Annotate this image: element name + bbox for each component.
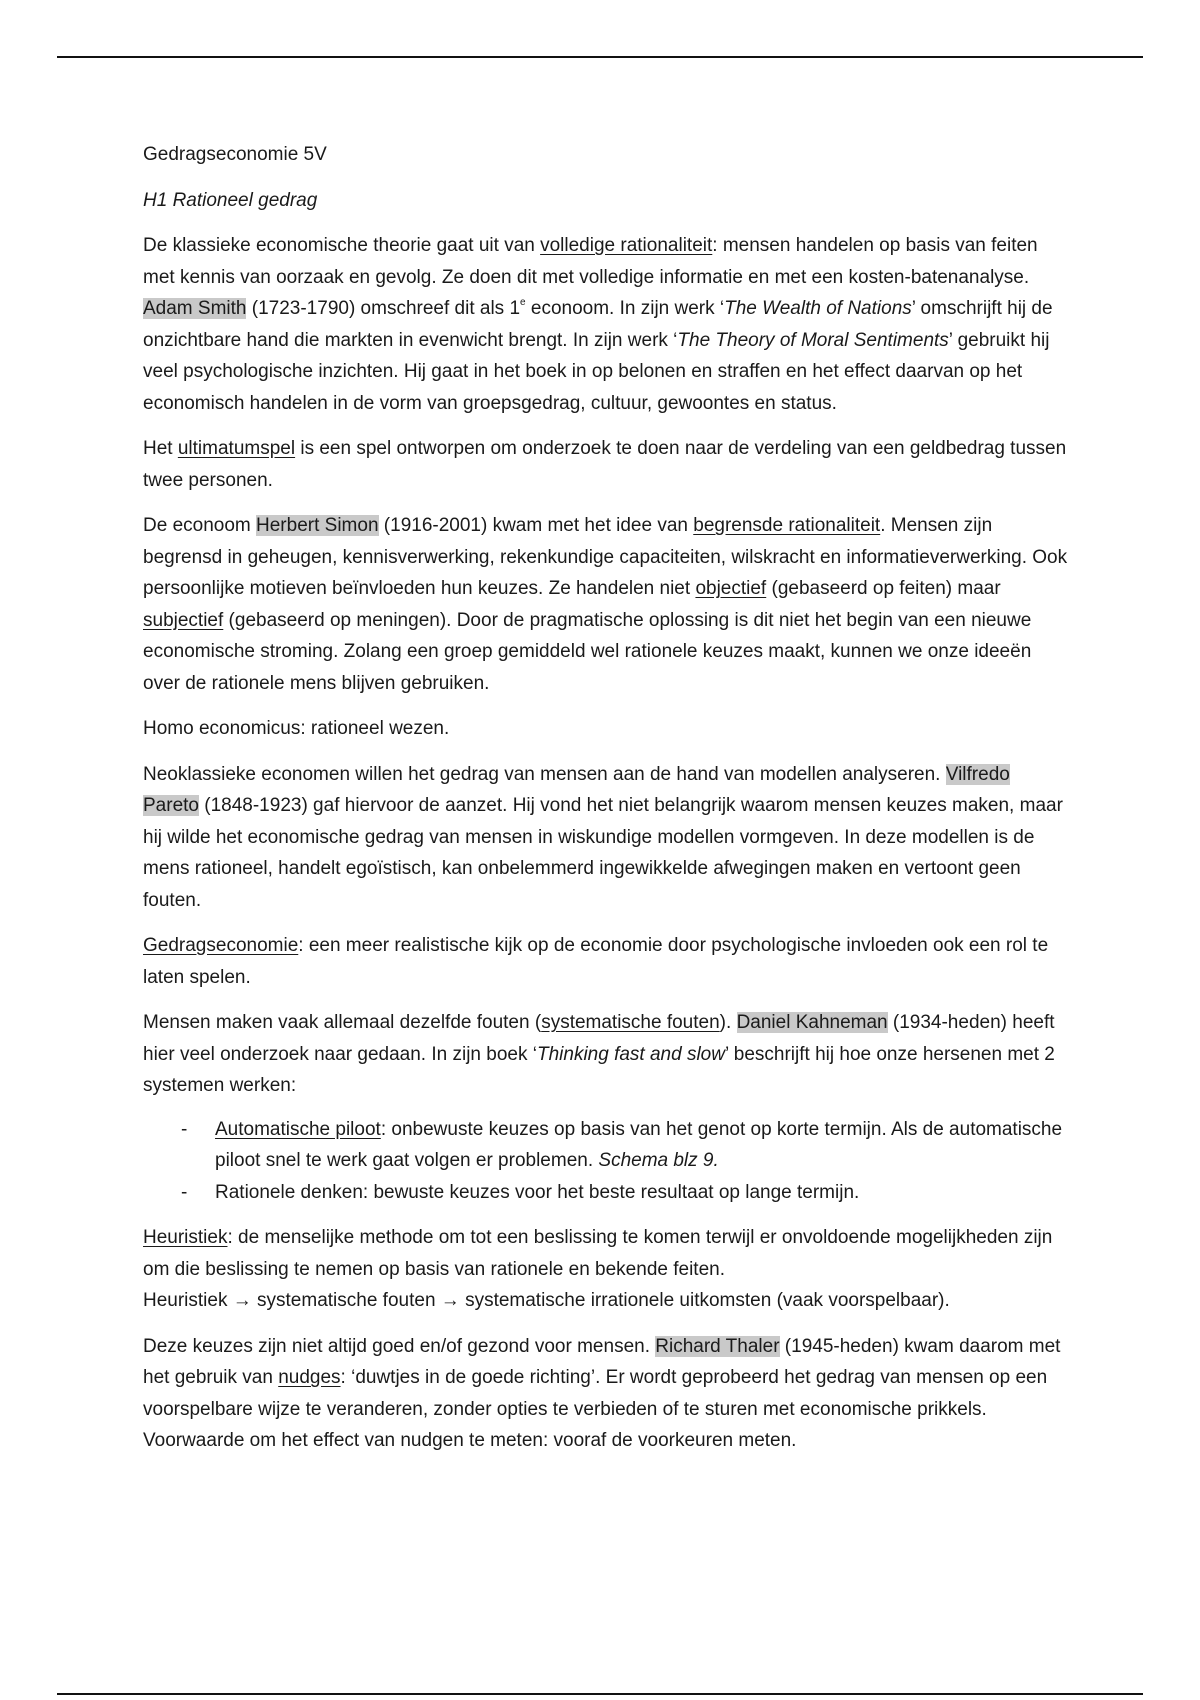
schema-reference: Schema blz 9. <box>598 1150 719 1171</box>
paragraph-homo-economicus: Homo economicus: rationeel wezen. <box>143 718 450 739</box>
chapter-heading: H1 Rationeel gedrag <box>143 189 318 211</box>
term-volledige-rationaliteit: volledige rationaliteit <box>540 235 713 256</box>
document-page <box>143 139 1068 1471</box>
term-ultimatumspel: ultimatumspel <box>177 438 296 459</box>
paragraph-begrensde-rationaliteit: De econoom Herbert Simon (1916-2001) kwam met het idee van begrensde rationaliteit. Mensen zijn begrensd in geheugen, kennisverwerking, rekenkundige capaciteiten, wilskracht en informatieverwerking. Ook persoonlijke motieven beïnvloeden hun keuzes. Ze handelen niet objectief (gebaseerd op feiten) maar subjectief (gebaseerd op meningen). Door de pragmatische oplossing is dit niet het begin van een nieuwe economische stroming. Zolang een groep gemiddeld wel rationele keuzes maakt, kunnen we onze ideeën over de rationele mens blijven gebruiken. <box>143 515 1068 694</box>
book-title-wealth-of-nations: The Wealth of Nations <box>724 298 912 319</box>
paragraph-nudges: Deze keuzes zijn niet altijd goed en/of gezond voor mensen. Richard Thaler (1945-heden) kwam daarom met het gebruik van nudges: ‘duwtjes in de goede richting’. Er wordt geprobeerd het gedrag van mensen op een voorspelbare wijze te veranderen, zonder opties te verbieden of te sturen met economische prikkels. Voorwaarde om het effect van nudgen te meten: vooraf de voorkeuren meten. <box>143 1335 1061 1451</box>
highlight-richard-thaler: Richard Thaler <box>655 1335 780 1357</box>
paragraph-neoklassiek: Neoklassieke economen willen het gedrag van mensen aan de hand van modellen analyseren. Vilfredo Pareto (1848-1923) gaf hiervoor de aanzet. Hij vond het niet belangrijk waarom mensen keuzes maken, maar hij wilde het economische gedrag van mensen in wiskundige modellen vormgeven. In deze modellen is de mens rationeel, handelt egoïstisch, kan onbelemmerd ingewikkelde afwegingen maken en vertoont geen fouten. <box>143 763 1063 911</box>
term-nudges: nudges <box>278 1367 341 1388</box>
document-title: Gedragseconomie 5V <box>143 144 327 165</box>
list-item: - Rationele denken: bewuste keuzes voor het beste resultaat op lange termijn. <box>143 1177 1068 1209</box>
book-title-moral-sentiments: The Theory of Moral Sentiments <box>677 329 949 351</box>
list-item: - Automatische piloot: onbewuste keuzes op basis van het genot op korte termijn. Als de automatische piloot snel te werk gaat volgen er problemen. Schema blz 9. <box>143 1114 1068 1177</box>
term-gedragseconomie: Gedragseconomie <box>143 935 299 956</box>
highlight-herbert-simon: Herbert Simon <box>256 515 379 536</box>
term-heuristiek: Heuristiek <box>143 1227 228 1248</box>
footer-rule <box>57 1693 1143 1695</box>
paragraph-rationaliteit: De klassieke economische theorie gaat uit van volledige rationaliteit: mensen handelen op basis van feiten met kennis van oorzaak en gevolg. Ze doen dit met volledige informatie en met een kosten-batenanalyse. Adam Smith (1723-1790) omschreef dit als 1e econoom. In zijn werk ‘The Wealth of Nations’ omschrijft hij de onzichtbare hand die markten in evenwicht brengt. In zijn werk ‘The Theory of Moral Sentiments’ gebruikt hij veel psychologische inzichten. Hij gaat in het boek in op belonen en straffen en het effect daarvan op het economisch handelen in de vorm van groepsgedrag, cultuur, gewoontes en status. <box>143 235 1053 414</box>
dash-bullet: - <box>181 1181 188 1203</box>
term-systematische-fouten: systematische fouten <box>541 1012 720 1033</box>
dash-bullet: - <box>181 1118 188 1140</box>
paragraph-gedragseconomie: Gedragseconomie: een meer realistische kijk op de economie door psychologische invloeden ook een rol te laten spelen. <box>143 935 1049 988</box>
paragraph-systematische-fouten: Mensen maken vaak allemaal dezelfde fouten (systematische fouten). Daniel Kahneman (1934-heden) heeft hier veel onderzoek naar gedaan. In zijn boek ‘Thinking fast and slow’ beschrijft hij hoe onze hersenen met 2 systemen werken: <box>143 1012 1055 1096</box>
highlight-daniel-kahneman: Daniel Kahneman <box>736 1012 888 1033</box>
highlight-adam-smith: Adam Smith <box>143 298 247 319</box>
systems-list <box>143 1114 1068 1209</box>
highlight-vilfredo-pareto: Vilfredo Pareto <box>143 763 1010 816</box>
book-title-thinking-fast-slow: Thinking fast and slow <box>536 1043 725 1065</box>
term-begrensde-rationaliteit: begrensde rationaliteit <box>693 515 881 536</box>
term-automatische-piloot: Automatische piloot <box>215 1118 381 1140</box>
paragraph-heuristiek: Heuristiek: de menselijke methode om tot een beslissing te komen terwijl er onvoldoende mogelijkheden zijn om die beslissing te nemen op basis van rationele en bekende feiten. Heuristiek → systematische fouten → systematische irrationele uitkomsten (vaak voorspelbaar). <box>143 1227 1053 1311</box>
header-rule <box>57 56 1143 58</box>
term-subjectief: subjectief <box>143 609 224 631</box>
paragraph-ultimatumspel: Het ultimatumspel is een spel ontworpen om onderzoek te doen naar de verdeling van een geldbedrag tussen twee personen. <box>143 438 1067 491</box>
term-objectief: objectief <box>695 578 767 599</box>
